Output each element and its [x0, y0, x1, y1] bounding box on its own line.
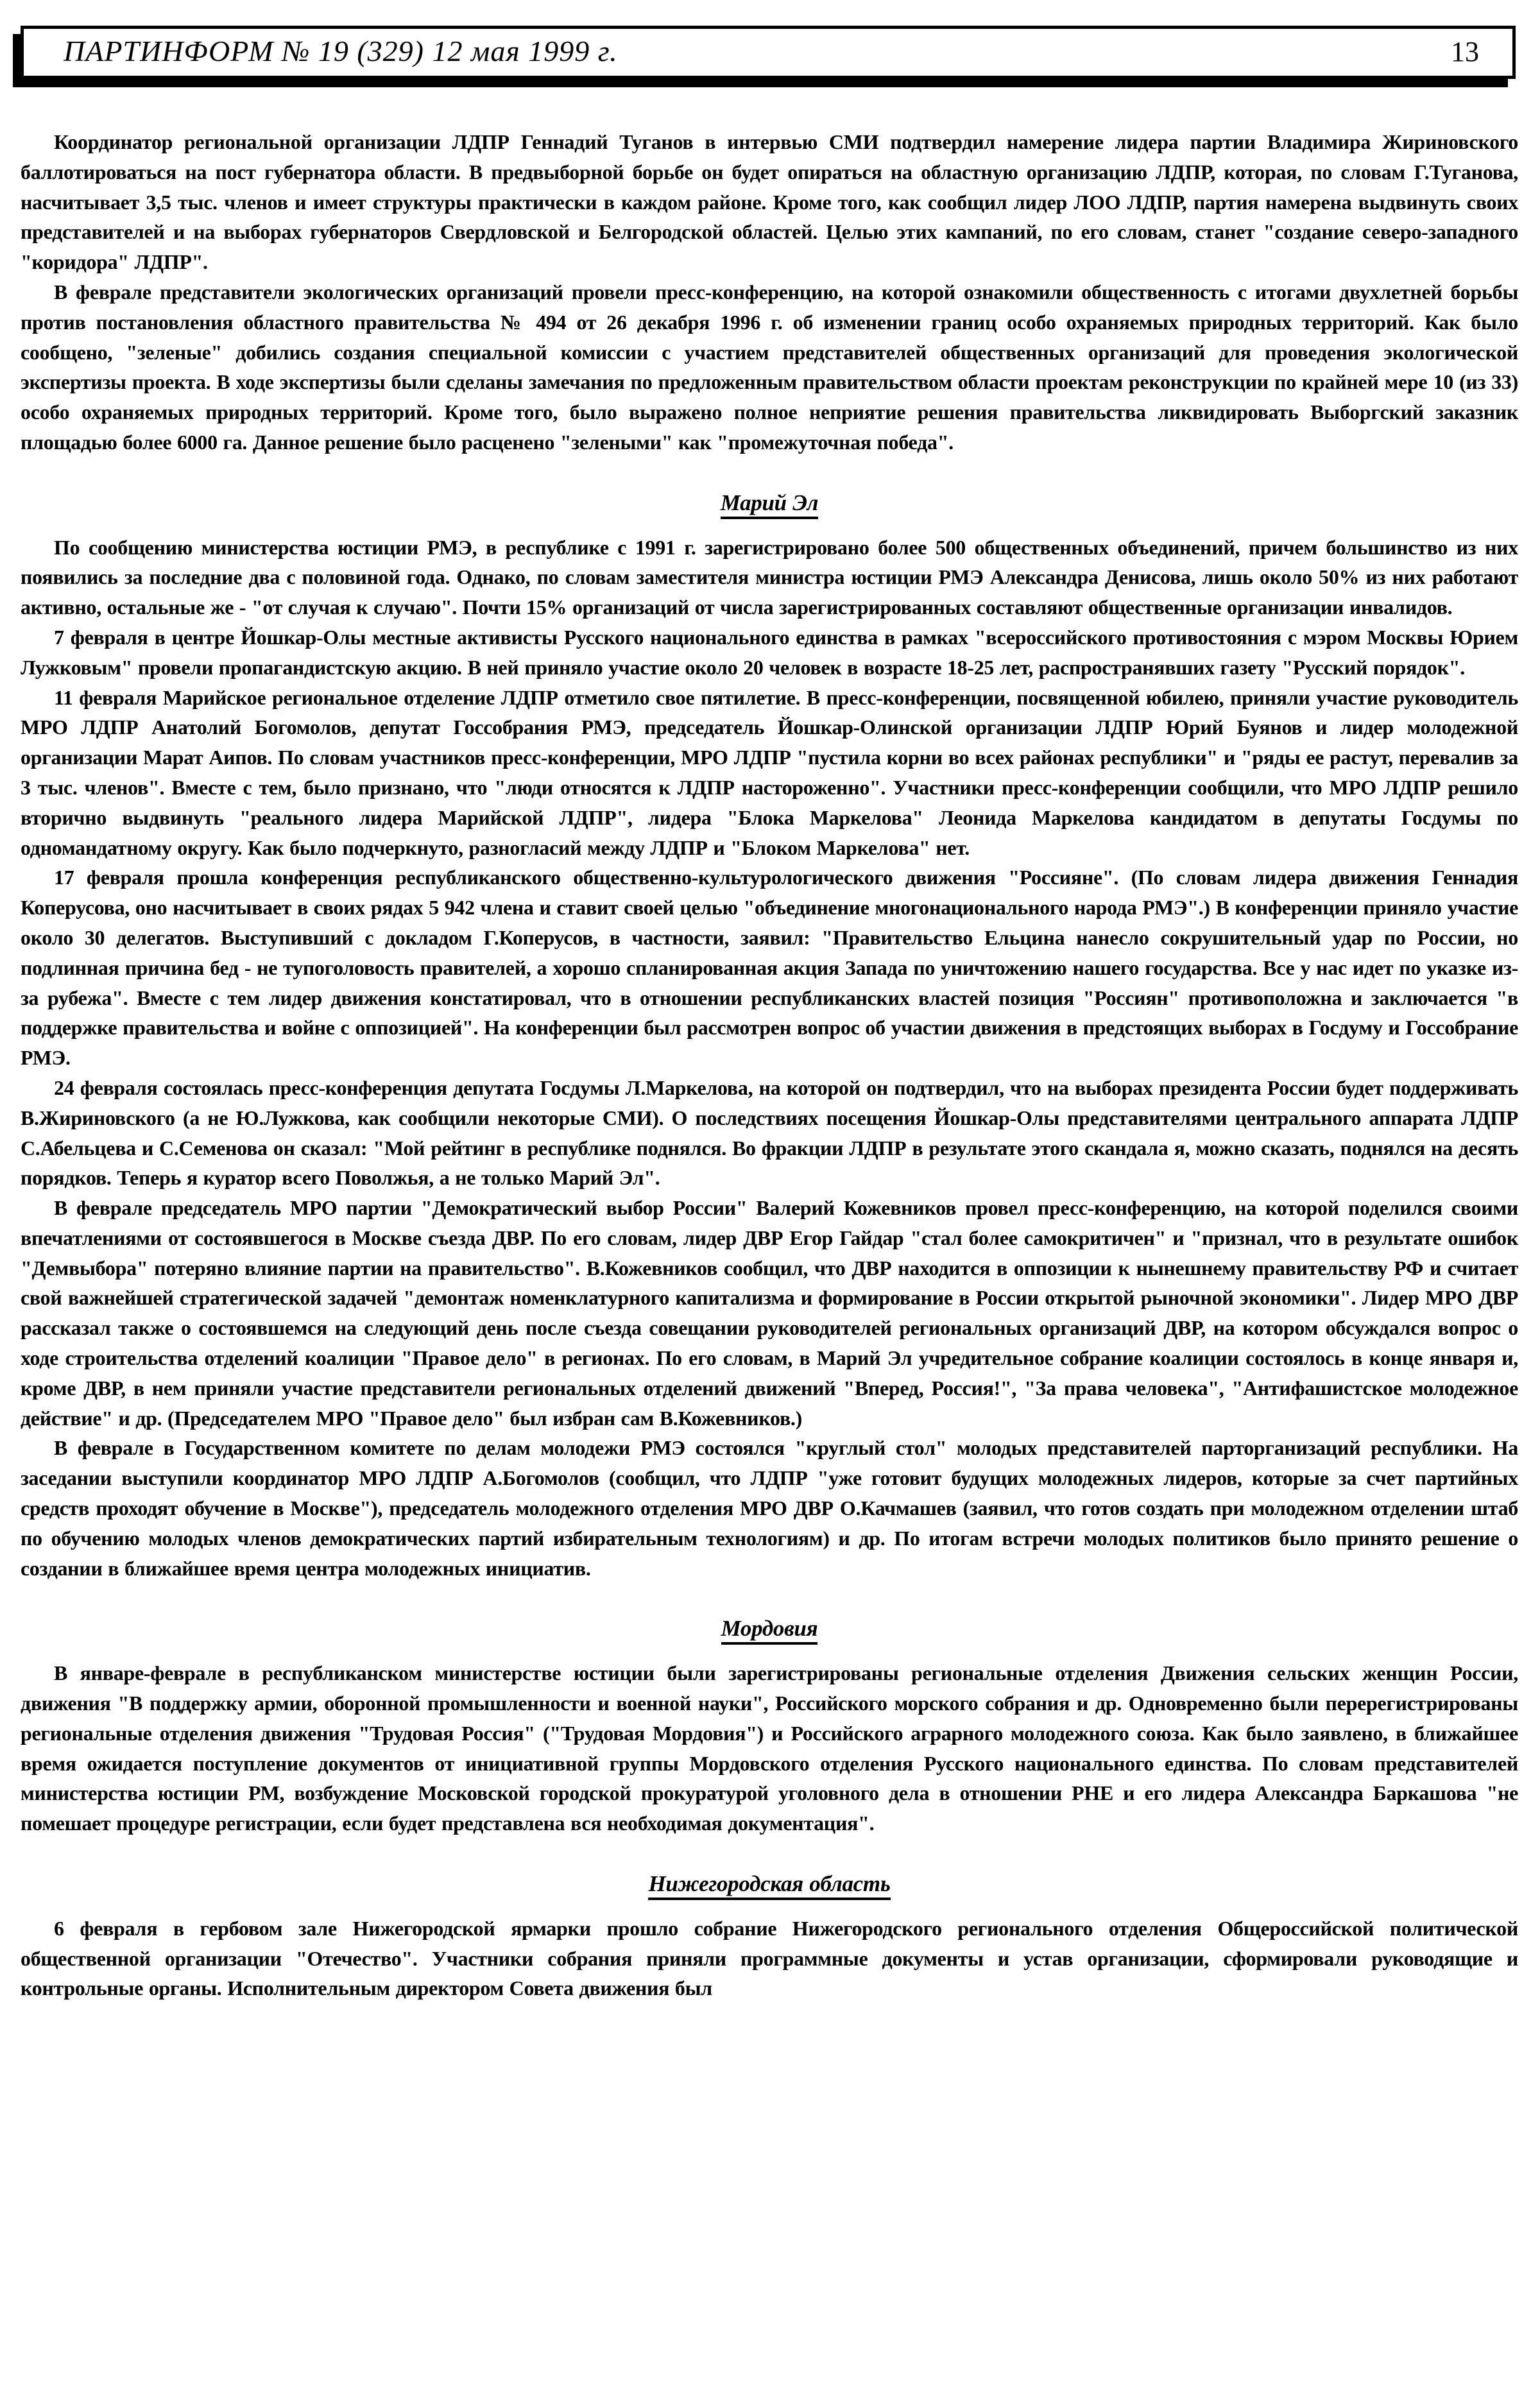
- paragraph-markelov-press: 24 февраля состоялась пресс-конференция депутата Госдумы Л.Маркелова, на которой он подтвердил, что на выборах президента России будет поддерживать В.Жириновского (а не Ю.Лужкова, как сообщили некоторые СМИ). О последствиях посещения Йошкар-Олы представителями центрального аппарата ЛДПР С.Абельцева и С.Семенова он сказал: "Мой рейтинг в республике поднялся. Во фракции ЛДПР в результате этого скандала я, можно сказать, поднялся на десять порядков. Теперь я куратор всего Поволжья, а не только Марий Эл".: [21, 1075, 1518, 1190]
- section-heading-mordovia-text: Мордовия: [721, 1616, 818, 1645]
- section-heading-marij-el-text: Марий Эл: [721, 490, 818, 519]
- section-heading-mordovia: [21, 1614, 1518, 1644]
- paragraph-ecology: В феврале представители экологических организаций провели пресс-конференцию, на которой ознакомили общественность с итогами двухлетней борьбы против постановления областного правительства № 494 от 26 декабря 1996 г. об изменении границ особо охраняемых природных территорий. Как было сообщено, "зеленые" добились создания специальной комиссии с участием представителей общественных организаций для проведения экологической экспертизы проекта. В ходе экспертизы были сделаны замечания по предложенным правительством области проектам реконструкции по крайней мере 10 (из 33) особо охраняемых природных территорий. Кроме того, было выражено полное неприятие решения правительства ликвидировать Выборгский заказник площадью более 6000 га. Данное решение было расценено "зелеными" как "промежуточная победа".: [21, 280, 1518, 454]
- paragraph-rossiyane-conference: 17 февраля прошла конференция республиканского общественно-культурологического движения "Россияне". (По словам лидера движения Геннадия Коперусова, оно насчитывает в своих рядах 5 942 члена и ставит своей целью "объединение многонационального народа РМЭ".) В конференции приняло участие около 30 делегатов. Выступивший с докладом Г.Коперусов, в частности, заявил: "Правительство Ельцина нанесло сокрушительный удар по России, но подлинная причина бед - не тупоголовость правителей, а хорошо спланированная акция Запада по уничтожению нашего государства. Все у нас идет по указке из-за рубежа". Вместе с тем лидер движения констатировал, что в отношении республиканских властей позиция "Россиян" противоположна и заключается "в поддержке правительства и войне с оппозицией". На конференции был рассмотрен вопрос об участии движения в предстоящих выборах в Госдуму и Госсобрание РМЭ.: [21, 866, 1518, 1070]
- section-heading-marij-el: [21, 488, 1518, 518]
- masthead-title: ПАРТИНФОРМ № 19 (329) 12 мая 1999 г.: [64, 35, 618, 67]
- paragraph-dvr-kozhevnikov: В феврале председатель МРО партии "Демократический выбор России" Валерий Кожевников провел пресс-конференцию, на которой поделился своими впечатлениями от состоявшегося в Москве съезда ДВР. По его словам, лидер ДВР Егор Гайдар "стал более самокритичен" и "признал, что в результате ошибок "Демвыбора" потеряно влияние партии на правительство". В.Кожевников сообщил, что ДВР находится в оппозиции к нынешнему правительству РФ и считает свой важнейшей стратегической задачей "демонтаж номенклатурного капитализма и формирование в России открытой рыночной экономики". Лидер МРО ДВР рассказал также о состоявшемся на следующий день после съезда совещании руководителей региональных организаций ДВР, на котором обсуждался вопрос о ходе строительства отделений коалиции "Правое дело" в регионах. По его словам, в Марий Эл учредительное собрание коалиции состоялось в конце января и, кроме ДВР, в нем приняли участие представители региональных отделений движений "Вперед, Россия!", "За права человека", "Антифашистское молодежное действие" и др. (Председателем МРО "Правое дело" был избран сам В.Кожевников.): [21, 1196, 1518, 1430]
- page-number: 13: [1451, 36, 1479, 67]
- paragraph-ldpr-tuganov: Координатор региональной организации ЛДПР Геннадий Туганов в интервью СМИ подтвердил намерение лидера партии Владимира Жириновского баллотироваться на пост губернатора области. В предвыборной борьбе он будет опираться на областную организацию ЛДПР, которая, по словам Г.Туганова, насчитывает 3,5 тыс. членов и имеет структуры практически в каждом районе. Кроме того, как сообщил лидер ЛОО ЛДПР, партия намерена выдвинуть своих представителей и на выборах губернаторов Свердловской и Белгородской областей. Целью этих кампаний, по его словам, станет "создание северо-западного "коридора" ЛДПР".: [21, 130, 1518, 274]
- paragraph-rne-action: 7 февраля в центре Йошкар-Олы местные активисты Русского национального единства в рамках "всероссийского противостояния с мэром Москвы Юрием Лужковым" провели пропагандистскую акцию. В ней приняло участие около 20 человек в возрасте 18-25 лет, распространявших газету "Русский порядок".: [21, 625, 1518, 679]
- section-heading-nizhny-novgorod-text: Нижегородская область: [648, 1871, 890, 1900]
- paragraph-youth-round-table: В феврале в Государственном комитете по делам молодежи РМЭ состоялся "круглый стол" молодых представителей парторганизаций республики. На заседании выступили координатор МРО ЛДПР А.Богомолов (сообщил, что ЛДПР "уже готовит будущих молодежных лидеров, которые за счет партийных средств проходят обучение в Москве"), председатель молодежного отделения МРО ДВР О.Качмашев (заявил, что готов создать при молодежном отделении штаб по обучению молодых членов демократических партий избирательным технологиям) и др. По итогам встречи молодых политиков было принято решение о создании в ближайшее время центра молодежных инициатив.: [21, 1436, 1518, 1580]
- paragraph-rme-justice: По сообщению министерства юстиции РМЭ, в республике с 1991 г. зарегистрировано более 500 общественных объединений, причем большинство из них появились за последние два с половиной года. Однако, по словам заместителя министра юстиции РМЭ Александра Денисова, лишь около 50% из них работают активно, остальные же - "от случая к случаю". Почти 15% организаций от числа зарегистрированных составляют общественные организации инвалидов.: [21, 535, 1518, 619]
- section-heading-nizhny-novgorod: [21, 1869, 1518, 1899]
- article-body: [21, 127, 1518, 2003]
- masthead: [21, 26, 1516, 79]
- paragraph-otechestvo-meeting: 6 февраля в гербовом зале Нижегородской ярмарки прошло собрание Нижегородского регионального отделения Общероссийской политической общественной организации "Отечество". Участники собрания приняли программные документы и устав организации, сформировали руководящие и контрольные органы. Исполнительным директором Совета движения был: [21, 1916, 1518, 2000]
- paragraph-mordovia-registration: В январе-феврале в республиканском министерстве юстиции были зарегистрированы региональные отделения Движения сельских женщин России, движения "В поддержку армии, оборонной промышленности и военной науки", Российского морского собрания и др. Одновременно были перерегистрированы региональные отделения движения "Трудовая Россия" ("Трудовая Мордовия") и Российского аграрного молодежного союза. Как было заявлено, в ближайшее время ожидается поступление документов от инициативной группы Мордовского отделения Русского национального единства. По словам представителей министерства юстиции РМ, возбуждение Московской городской прокуратурой уголовного дела в отношении РНЕ и его лидера Александра Баркашова "не помешает процедуре регистрации, если будет представлена вся необходимая документация".: [21, 1661, 1518, 1835]
- paragraph-mro-ldpr-anniversary: 11 февраля Марийское региональное отделение ЛДПР отметило свое пятилетие. В пресс-конференции, посвященной юбилею, приняли участие руководитель МРО ЛДПР Анатолий Богомолов, депутат Госсобрания РМЭ, председатель Йошкар-Олинской организации ЛДПР Юрий Буянов и лидер молодежной организации Марат Аипов. По словам участников пресс-конференции, МРО ЛДПР "пустила корни во всех районах республики" и "ряды ее растут, перевалив за 3 тыс. членов". Вместе с тем, было признано, что "люди относятся к ЛДПР настороженно". Участники пресс-конференции сообщили, что МРО ЛДПР решило вторично выдвинуть "реального лидера Марийской ЛДПР", лидера "Блока Маркелова" Леонида Маркелова кандидатом в депутаты Госдумы по одномандатному округу. Как было подчеркнуто, разногласий между ЛДПР и "Блоком Маркелова" нет.: [21, 685, 1518, 859]
